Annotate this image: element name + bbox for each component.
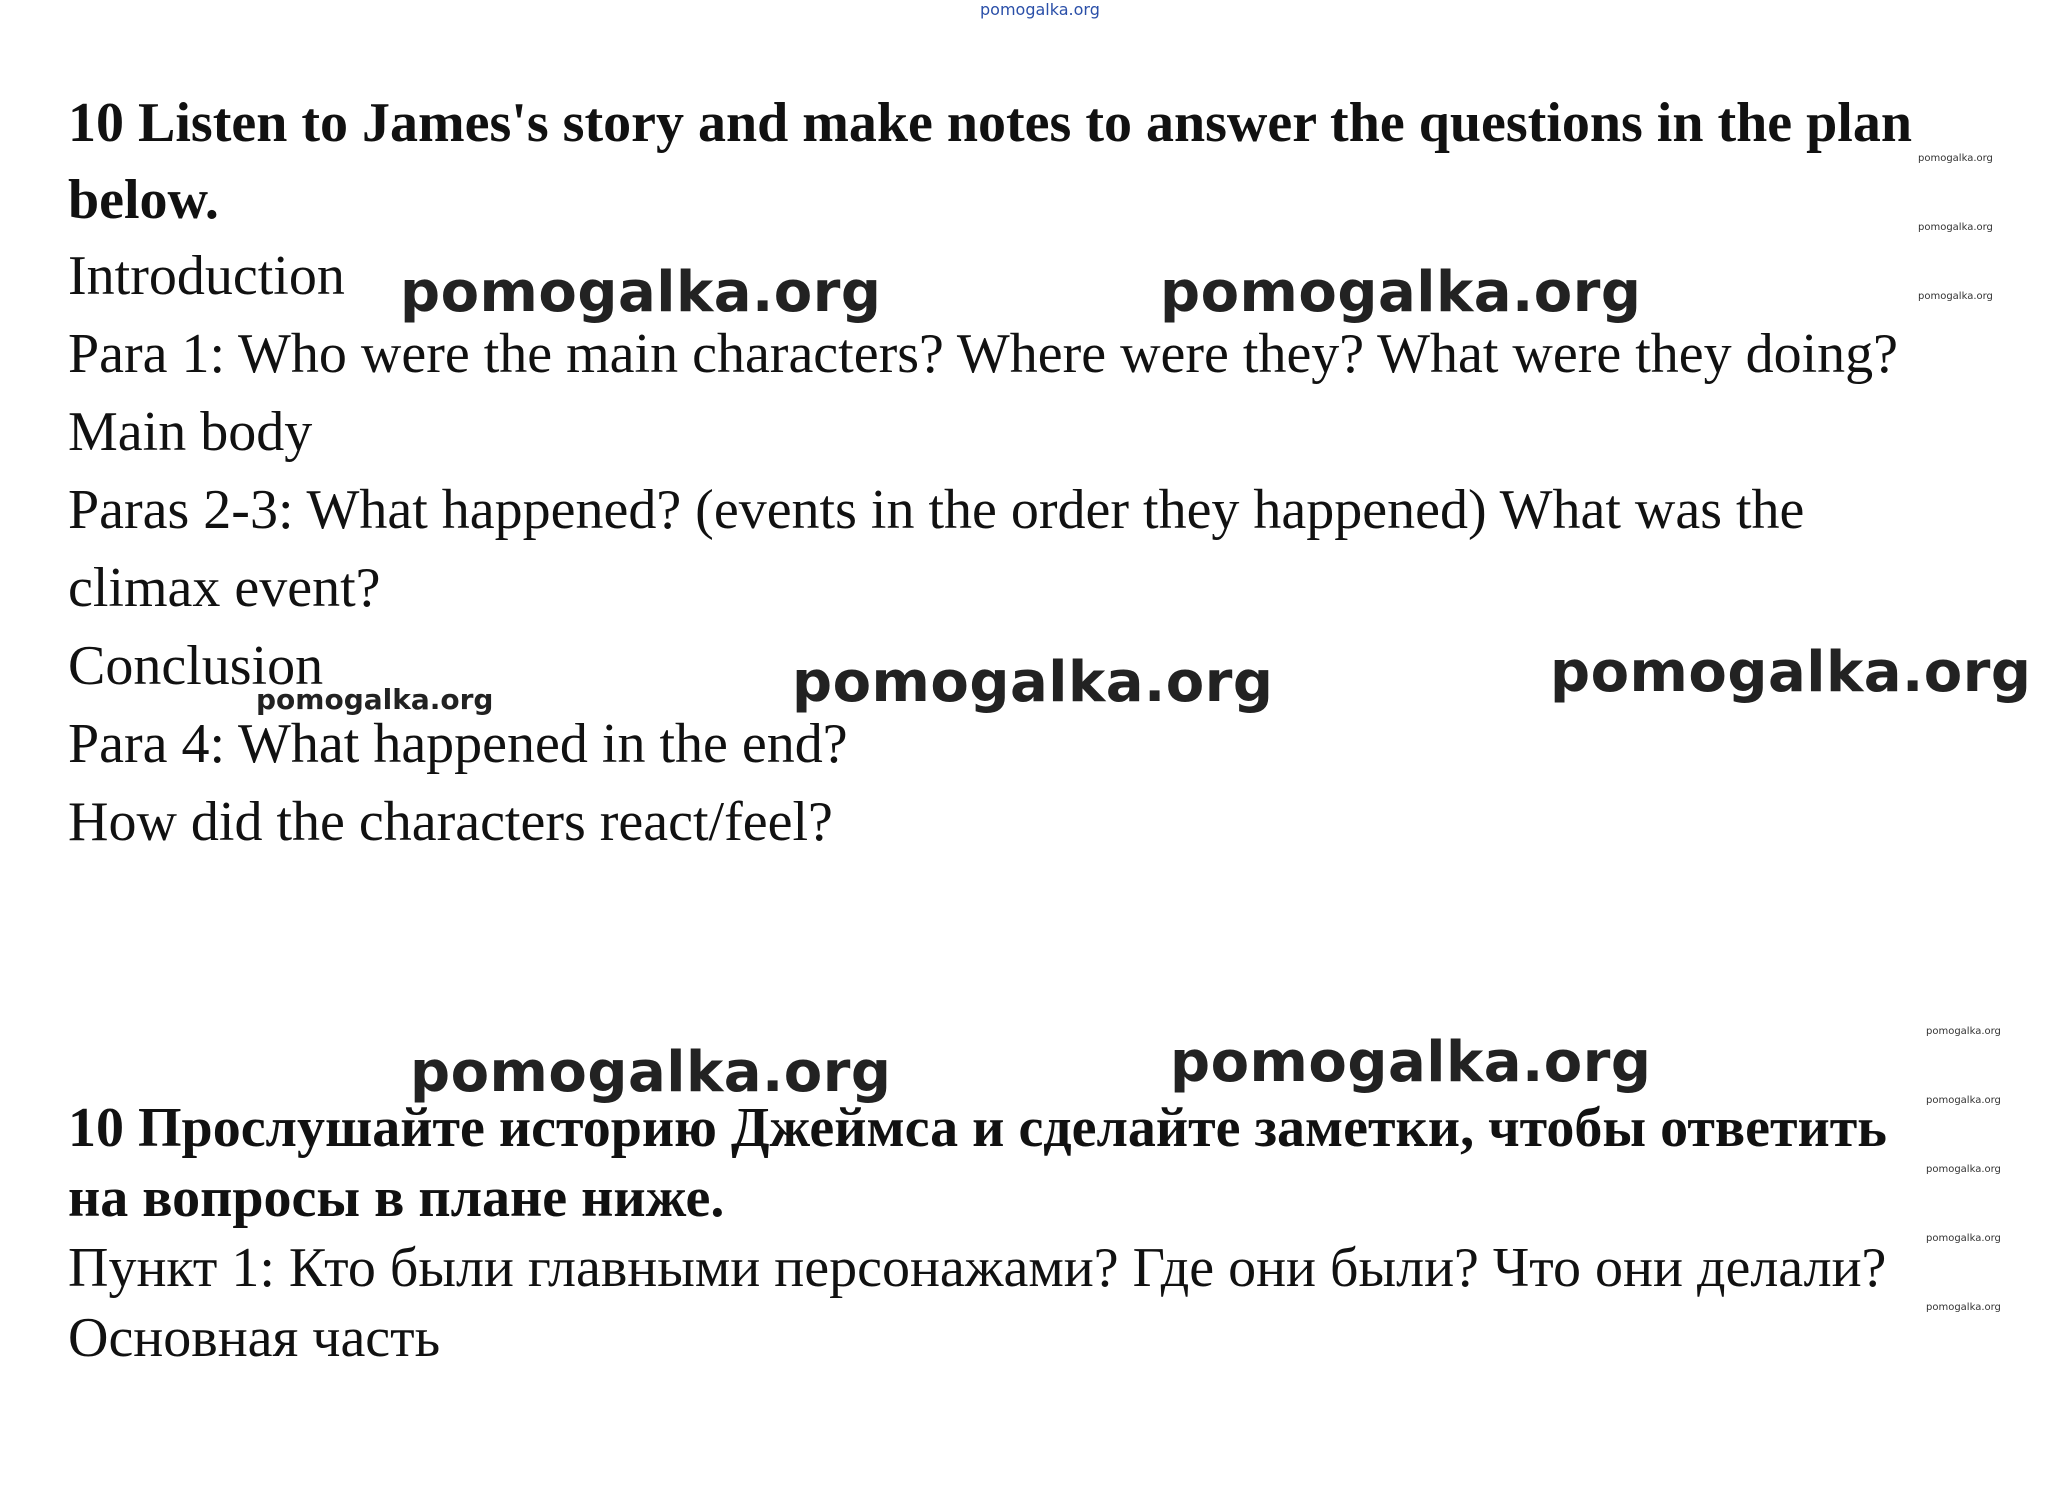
para4-text-line1: Para 4: What happened in the end?: [68, 713, 848, 775]
watermark-tiny: pomogalka.org: [1926, 1302, 2001, 1313]
watermark-tiny: pomogalka.org: [1926, 1233, 2001, 1244]
watermark-medium: pomogalka.org: [256, 683, 494, 716]
watermark-large: pomogalka.org: [1160, 260, 1642, 325]
russian-point1-text: Пункт 1: Кто были главными персонажами? Где они были? Что они делали?: [68, 1237, 1887, 1299]
english-heading-line1: 10 Listen to James's story and make notes to answer the questions in the plan: [68, 92, 1912, 154]
watermark-tiny: pomogalka.org: [1918, 222, 1993, 233]
watermark-tiny: pomogalka.org: [1926, 1164, 2001, 1175]
para4-text-line2: How did the characters react/feel?: [68, 791, 833, 853]
russian-heading-line2: на вопросы в плане ниже.: [68, 1167, 725, 1229]
watermark-tiny: pomogalka.org: [1918, 291, 1993, 302]
paras23-text-line1: Paras 2-3: What happened? (events in the order they happened) What was the: [68, 479, 1805, 541]
english-heading-line2: below.: [68, 169, 219, 231]
top-watermark: pomogalka.org: [980, 0, 1100, 19]
watermark-large: pomogalka.org: [792, 650, 1274, 715]
watermark-large: pomogalka.org: [410, 1040, 892, 1105]
watermark-large: pomogalka.org: [1550, 640, 2032, 705]
main-body-label: Main body: [68, 401, 313, 463]
watermark-large: pomogalka.org: [1170, 1030, 1652, 1095]
introduction-label: Introduction: [68, 245, 345, 307]
russian-heading-line1: 10 Прослушайте историю Джеймса и сделайте заметки, чтобы ответить: [68, 1097, 1887, 1159]
watermark-tiny: pomogalka.org: [1926, 1095, 2001, 1106]
paras23-text-line2: climax event?: [68, 557, 381, 619]
para1-text: Para 1: Who were the main characters? Where were they? What were they doing?: [68, 323, 1899, 385]
russian-main-part-label: Основная часть: [68, 1307, 441, 1369]
watermark-tiny: pomogalka.org: [1918, 153, 1993, 164]
conclusion-label: Conclusion: [68, 635, 324, 697]
watermark-tiny: pomogalka.org: [1926, 1026, 2001, 1037]
watermark-large: pomogalka.org: [400, 260, 882, 325]
